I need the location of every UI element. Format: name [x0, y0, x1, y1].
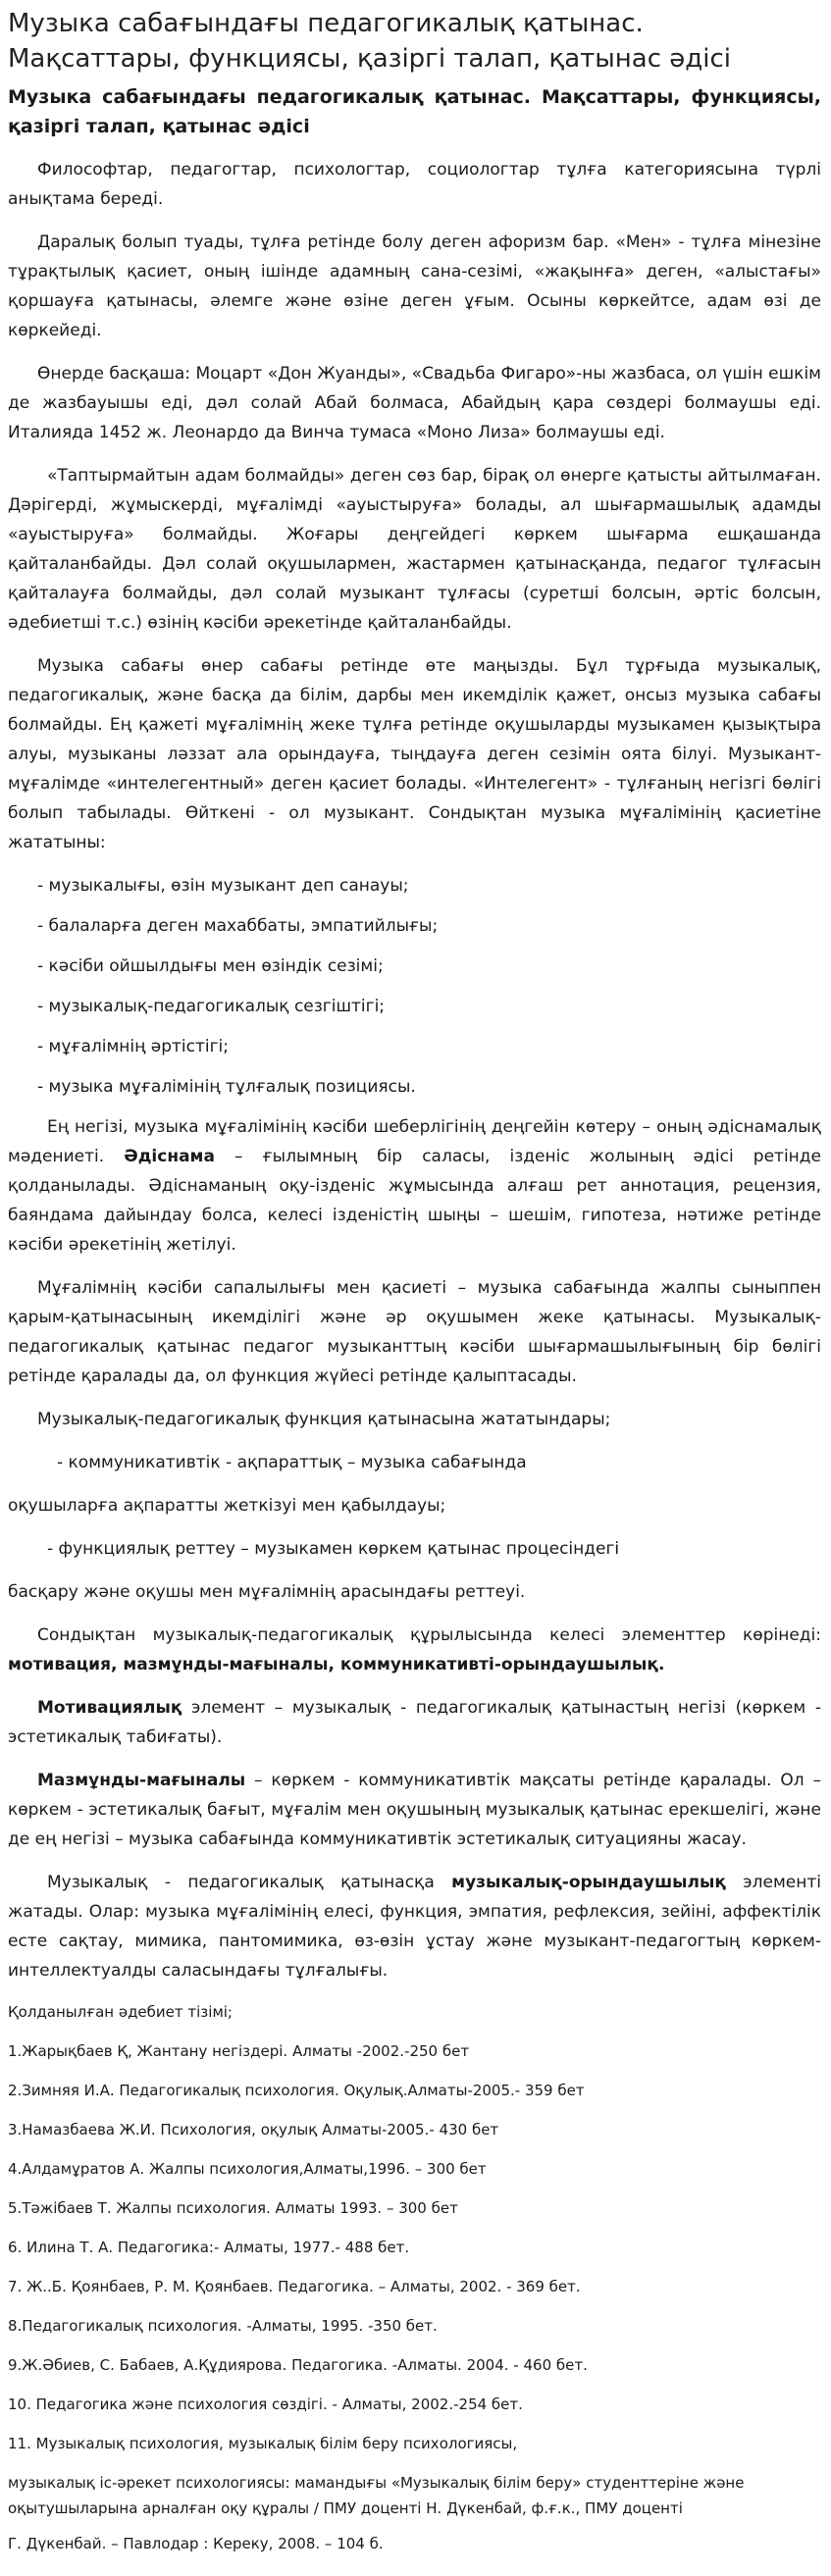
- term-methodology: Әдіснама: [124, 1147, 215, 1166]
- paragraph-2: Даралық болып туады, тұлға ретінде болу деген афоризм бар. «Мен» - тұлға мінезіне тұрақтылық қасиет, оның ішінде адамның сана-сезімі, «жақынға» деген, «алыстағы» қоршауға қатынасы, әлемге және өзіне деген ұғым. Осыны көркейтсе, адам өзі де көркейеді.: [8, 232, 821, 340]
- paragraph-12-text: Музыкалық - педагогикалық қатынасқа: [47, 1873, 452, 1892]
- reference-item: 7. Ж..Б. Қоянбаев, Р. М. Қоянбаев. Педагогика. – Алматы, 2002. - 369 бет.: [8, 2278, 581, 2295]
- references-list: [8, 2038, 821, 2556]
- reference-item: 3.Намазбаева Ж.И. Психология, оқулық Алматы-2005.- 430 бет: [8, 2121, 499, 2138]
- paragraph-3: Өнерде басқаша: Моцарт «Дон Жуанды», «Свадьба Фигаро»-ны жазбаса, ол үшін ешкім де жазбауышы еді, дәл солай Абай болмаса, Абайдың қара сөздері болмаушы еді. Италияда 1452 ж. Леонардо да Винча тумаса «Моно Лиза» болмаушы еді.: [8, 364, 821, 442]
- reference-item-continued: музыкалық іс-әрекет психологиясы: мамандығы «Музыкалық білім беру» студенттеріне және оқытушыларына арналған оқу құралы / ПМУ доценті Н. Дүкенбай, ф.ғ.к., ПМУ доценті: [8, 2474, 745, 2517]
- paragraph-9: [8, 1621, 821, 1679]
- paragraph-6-text-end: – ғылымның бір саласы, ізденіс жолының әдісі ретінде қолданылады. Әдіснаманың оқу-ізденіс жұмысында алғаш рет аннотация, рецензия, баяндама дайындау болса, келесі ізденістің шыңы – шешім, гипотеза, нәтиже ретінде кәсіби әрекетінің жетілуі.: [8, 1147, 821, 1255]
- list-item: - музыка мұғалімінің тұлғалық позициясы.: [37, 1077, 416, 1097]
- reference-item: 5.Тәжібаев Т. Жалпы психология. Алматы 1993. – 300 бет: [8, 2199, 458, 2217]
- paragraph-11-text: – көркем - коммуникативтік мақсаты ретінде қаралады. Ол – көркем - эстетикалық бағыт, мұғалім мен оқушының музыкалық қатынас ерекшелігі, және де ең негізі – музыка сабағында коммуникативтік эстетикалық ситуацияны жасау.: [8, 1771, 821, 1849]
- reference-item: 2.Зимняя И.А. Педагогикалық психология. Оқулық.Алматы-2005.- 359 бет: [8, 2082, 585, 2099]
- paragraph-10: [8, 1693, 821, 1752]
- paragraph-4: «Таптырмайтын адам болмайды» деген сөз бар, бірақ ол өнерге қатысты айтылмаған. Дәрігерді, жұмыскерді, мұғалімді «ауыстыруға» болады, ал шығармашылық адамды «ауыстыруға» болмайды. Жоғары деңгейдегі көркем шығарма ешқашанда қайталанбайды. Дәл солай оқушылармен, жастармен қатынасқанда, педагог тұлғасын қайталауға болмайды, дәл солай музыкант тұлғасы (суретші болсын, әртіс болсын, әдебиетші т.с.) өзінің кәсіби әрекетінде қайталанбайды.: [8, 466, 821, 633]
- paragraph-5: Музыка сабағы өнер сабағы ретінде өте маңызды. Бұл тұрғыда музыкалық, педагогикалық, және басқа да білім, дарбы мен икемділік қажет, онсыз музыка сабағы болмайды. Ең қажеті мұғалімнің жеке тұлға ретінде оқушыларды музыкамен қызықтыра алуы, музыканы ләззат ала орындауға, тыңдауға деген сезімін оята білуі. Музыкант-мұғалімде «интелегентный» деген қасиет болады. «Интелегент» - тұлғаның негізгі бөлігі болып табылады. Өйткені - ол музыкант. Сондықтан музыка мұғалімінің қасиетіне жататыны:: [8, 656, 821, 852]
- term-performance: музыкалық-орындаушылық: [451, 1873, 726, 1892]
- list-item: - музыкалық-педагогикалық сезгіштігі;: [37, 997, 386, 1016]
- reference-item: 4.Алдамұратов А. Жалпы психология,Алматы,1996. – 300 бет: [8, 2160, 487, 2178]
- elements-list: мотивация, мазмұнды-мағыналы, коммуникативті-орындаушылық.: [8, 1655, 665, 1674]
- function-line-1a: - коммуникативтік - ақпараттық – музыка сабағында: [57, 1453, 527, 1472]
- paragraph-12: [8, 1868, 821, 1985]
- term-content: Мазмұнды-мағыналы: [37, 1771, 246, 1790]
- page-title: Музыка сабағындағы педагогикалық қатынас. Мақсаттары, функциясы, қазіргі талап, қатынас әдісі: [8, 9, 732, 74]
- reference-item: 6. Илина Т. А. Педагогика:- Алматы, 1977.- 488 бет.: [8, 2239, 410, 2256]
- reference-item-continued: Г. Дүкенбай. – Павлодар : Кереку, 2008. – 104 б.: [8, 2535, 384, 2552]
- paragraph-11: [8, 1766, 821, 1854]
- paragraph-12-text-end: элементі жатады. Олар: музыка мұғалімінің елесі, функция, эмпатия, рефлексия, зейіні, аффектілік есте сақтау, мимика, пантомимика, өз-өзін ұстау және музыкант-педагогтың көркем-интеллектуалды саласындағы тұлғалығы.: [8, 1873, 821, 1981]
- reference-item: 9.Ж.Әбиев, С. Бабаев, А.Құдиярова. Педагогика. -Алматы. 2004. - 460 бет.: [8, 2356, 588, 2374]
- list-item: - мұғалімнің әртістігі;: [37, 1037, 229, 1056]
- paragraph-1: Философтар, педагогтар, психологтар, социологтар тұлға категориясына түрлі анықтама береді.: [8, 160, 821, 209]
- term-motivation: Мотивациялық: [37, 1698, 182, 1718]
- function-line-2a: - функциялық реттеу – музыкамен көркем қатынас процесіндегі: [47, 1539, 620, 1559]
- paragraph-8: Музыкалық-педагогикалық функция қатынасына жататындары;: [37, 1410, 611, 1429]
- paragraph-10-text: элемент – музыкалық - педагогикалық қатынастың негізі (көркем - эстетикалық табиғаты).: [8, 1698, 821, 1747]
- paragraph-7: Мұғалімнің кәсіби сапалылығы мен қасиеті – музыка сабағында жалпы сыныппен қарым-қатынасының икемділігі және әр оқушымен жеке қатынасы. Музыкалық-педагогикалық қатынас педагог музыканттың кәсіби шығармашылығының бір бөлігі ретінде қаралады да, ол функция жүйесі ретінде қалыптасады.: [8, 1278, 821, 1386]
- paragraph-6: [8, 1112, 821, 1260]
- teacher-qualities-list: [8, 871, 821, 1102]
- function-line-1b: оқушыларға ақпаратты жеткізуі мен қабылдауы;: [8, 1496, 446, 1516]
- paragraph-9-text: Сондықтан музыкалық-педагогикалық құрылысында келесі элементтер көрінеді:: [37, 1625, 821, 1645]
- reference-item: 11. Музыкалық психология, музыкалық білім беру психологиясы,: [8, 2435, 518, 2452]
- references-title: Қолданылған әдебиет тізімі;: [8, 2003, 233, 2021]
- article-subtitle: Музыка сабағындағы педагогикалық қатынас. Мақсаттары, функциясы, қазіргі талап, қатынас әдісі: [8, 86, 821, 137]
- list-item: - музыкалығы, өзін музыкант деп санауы;: [37, 876, 409, 896]
- list-item: - кәсіби ойшылдығы мен өзіндік сезімі;: [37, 956, 384, 976]
- function-line-2b: басқару және оқушы мен мұғалімнің арасындағы реттеуі.: [8, 1582, 526, 1602]
- paragraph-6-text: Ең негізі, музыка мұғалімінің кәсіби шеберлігінің деңгейін көтеру – оның әдіснамалық мәдениеті.: [8, 1117, 821, 1166]
- reference-item: 10. Педагогика және психология сөздігі. - Алматы, 2002.-254 бет.: [8, 2396, 523, 2413]
- list-item: - балаларға деген махаббаты, эмпатийлығы;: [37, 916, 439, 936]
- reference-item: 8.Педагогикалық психология. -Алматы, 1995. -350 бет.: [8, 2317, 438, 2335]
- reference-item: 1.Жарықбаев Қ, Жантану негіздері. Алматы -2002.-250 бет: [8, 2042, 470, 2060]
